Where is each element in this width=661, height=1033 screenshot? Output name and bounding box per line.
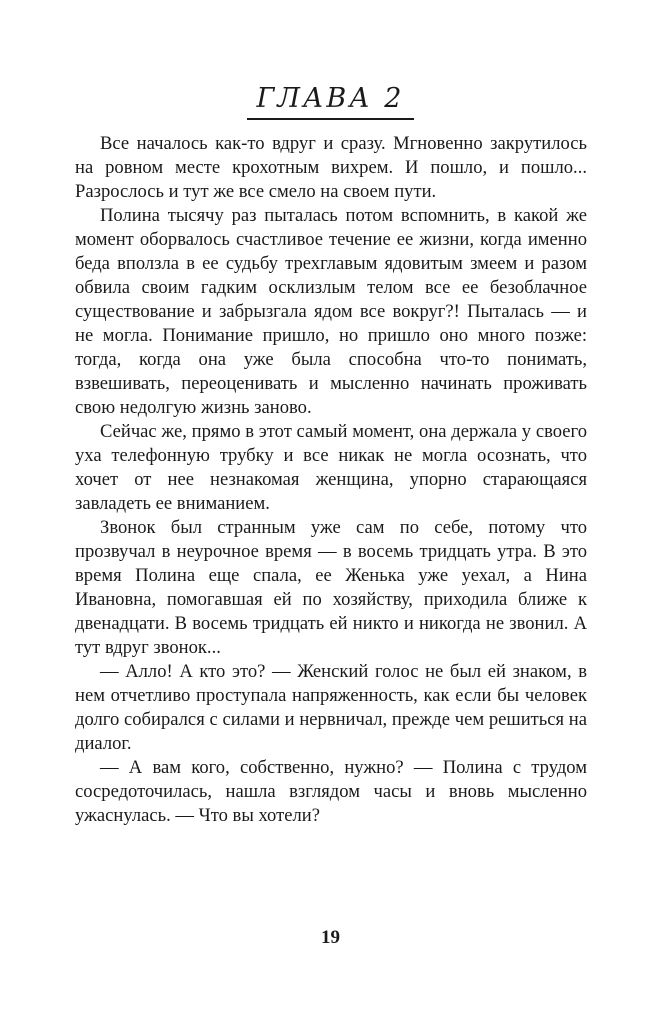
body-text <box>75 132 587 828</box>
paragraph: Звонок был странным уже сам по себе, потому что прозвучал в неурочное время — в восемь тридцать утра. В это время Полина еще спала, ее Женька уже уехал, а Нина Ивановна, помогавшая ей по хозяйству, приходила ближе к двенадцати. В восемь тридцать ей никто и никогда не звонил. А тут вдруг звонок... <box>75 517 587 658</box>
paragraph: — Алло! А кто это? — Женский голос не был ей знаком, в нем отчетливо проступала напряженность, как если бы человек долго собирался с силами и нервничал, прежде чем решиться на диалог. <box>75 661 587 754</box>
chapter-title: ГЛАВА 2 <box>247 84 415 120</box>
paragraph: Все началось как-то вдруг и сразу. Мгновенно закрутилось на ровном месте крохотным вихрем. И пошло, и пошло... Разрослось и тут же все смело на своем пути. <box>75 133 587 202</box>
paragraph: Сейчас же, прямо в этот самый момент, она держала у своего уха телефонную трубку и все никак не могла осознать, что хочет от нее незнакомая женщина, упорно старающаяся завладеть ее вниманием. <box>75 421 587 514</box>
paragraph: Полина тысячу раз пыталась потом вспомнить, в какой же момент оборвалось счастливое течение ее жизни, когда именно беда вползла в ее судьбу трехглавым ядовитым змеем и разом обвила своим гадким осклизлым телом все ее безоблачное существование и забрызгала ядом все вокруг?! Пыталась — и не могла. Понимание пришло, но пришло оно много позже: тогда, когда она уже была способна что-то понимать, взвешивать, переоценивать и мысленно начинать проживать свою недолгую жизнь заново. <box>75 205 587 418</box>
paragraph: — А вам кого, собственно, нужно? — Полина с трудом сосредоточилась, нашла взглядом часы и вновь мысленно ужаснулась. — Что вы хотели? <box>75 757 587 826</box>
page-number: 19 <box>321 927 340 948</box>
chapter-heading <box>0 84 661 120</box>
